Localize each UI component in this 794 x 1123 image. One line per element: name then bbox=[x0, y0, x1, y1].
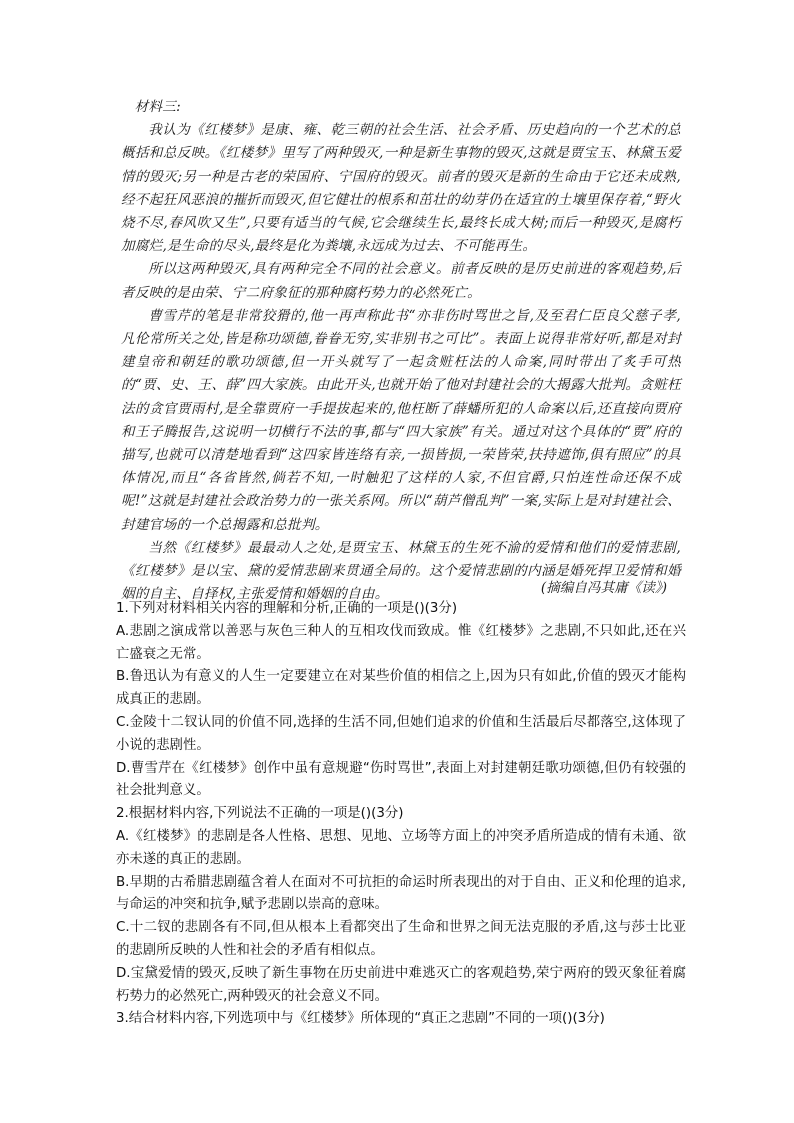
question-stem: 3.结合材料内容,下列选项中与《红楼梦》所体现的“真正之悲剧”不同的一项()(3分) bbox=[116, 1011, 605, 1027]
question-option: C.金陵十二钗认同的价值不同,选择的生活不同,但她们追求的价值和生活最后尽都落空,这体现了小说的悲剧性。 bbox=[116, 714, 686, 753]
material-three bbox=[121, 96, 681, 606]
question-option: A.《红楼梦》的悲剧是各人性格、思想、见地、立场等方面上的冲突矛盾所造成的情有未通、欲亦未遂的真正的悲剧。 bbox=[116, 828, 686, 867]
question-stem: 2.根据材料内容,下列说法不正确的一项是()(3分) bbox=[116, 806, 404, 822]
question-option: C.十二钗的悲剧各有不同,但从根本上看都突出了生命和世界之间无法克服的矛盾,这与莎士比亚的悲剧所反映的人性和社会的矛盾有相似点。 bbox=[116, 920, 686, 958]
question-option: D.宝黛爱情的毁灭,反映了新生事物在历史前进中难逃灭亡的客观趋势,荣宁两府的毁灭象征着腐朽势力的必然死亡,两种毁灭的社会意义不同。 bbox=[116, 965, 686, 1004]
question-section bbox=[116, 598, 686, 1031]
question-option: A.悲剧之演成常以善恶与灰色三种人的互相攻伐而致成。惟《红楼梦》之悲剧,不只如此,还在兴亡盛衰之无常。 bbox=[116, 623, 686, 662]
question-option: B.早期的古希腊悲剧蕴含着人在面对不可抗拒的命运时所表现出的对于自由、正义和伦理的追求,与命运的冲突和抗争,赋予悲剧以崇高的意味。 bbox=[116, 874, 686, 913]
source-citation: (摘编自冯其庸《读》) bbox=[540, 580, 667, 596]
material-paragraph: 曹雪芹的笔是非常狡猾的,他一再声称此书“亦非伤时骂世之旨,及至君仁臣良父慈子孝,凡伦常所关之处,皆是称功颂德,眷眷无穷,实非别书之可比”。表面上说得非常好听,都是对封建皇帝和朝廷的歌功颂德,但一开头就写了一起贪赃枉法的人命案,同时带出了炙手可热的“贾、史、王、薛”四大家族。由此开头,也就开始了他对封建社会的大揭露大批判。贪赃枉法的贪官贾雨村,是全靠贾府一手提拔起来的,他枉断了薛蟠所犯的人命案以后,还直接向贾府和王子腾报告,这说明一切横行不法的事,都与“四大家族”有关。通过对这个具体的“贾”府的描写,也就可以清楚地看到“这四家皆连络有亲,一损皆损,一荣皆荣,扶持遮饰,俱有照应”的具体情况,而且“各省皆然,倘若不知,一时触犯了这样的人家,不但官爵,只怕连性命还保不成呢!”这就是封建社会政治势力的一张关系网。所以“葫芦僧乱判”一案,实际上是对封建社会、封建官场的一个总揭露和总批判。 bbox=[121, 307, 681, 533]
material-paragraph: 我认为《红楼梦》是康、雍、乾三朝的社会生活、社会矛盾、历史趋向的一个艺术的总概括和总反映。《红楼梦》里写了两种毁灭,一种是新生事物的毁灭,这就是贾宝玉、林黛玉爱情的毁灭;另一种是古老的荣国府、宁国府的毁灭。前者的毁灭是新的生命由于它还未成熟,经不起狂风恶浪的摧折而毁灭,但它健壮的根系和茁壮的幼芽仍在适宜的土壤里保存着,“野火烧不尽,春风吹又生”,只要有适当的气候,它会继续生长,最终长成大树;而后一种毁灭,是腐朽加腐烂,是生命的尽头,最终是化为粪壤,永远成为过去、不可能再生。 bbox=[121, 122, 681, 255]
material-heading: 材料三: bbox=[134, 99, 181, 115]
question-stem: 1.下列对材料相关内容的理解和分析,正确的一项是()(3分) bbox=[116, 601, 458, 616]
question-option: D.曹雪芹在《红楼梦》创作中虽有意规避“伤时骂世”,表面上对封建朝廷歌功颂德,但仍有较强的社会批判意义。 bbox=[116, 760, 686, 799]
question-option: B.鲁迅认为有意义的人生一定要建立在对某些价值的相信之上,因为只有如此,价值的毁灭才能构成真正的悲剧。 bbox=[116, 669, 686, 708]
material-paragraph: 当然《红楼梦》最最动人之处,是贾宝玉、林黛玉的生死不渝的爱情和他们的爱情悲剧,《红楼梦》是以宝、黛的爱情悲剧来贯通全局的。这个爱情悲剧的内涵是婚死捍卫爱情和婚姻的自主、自择权,主张爱情和婚姻的自由。 bbox=[121, 539, 681, 603]
material-paragraph: 所以这两种毁灭,具有两种完全不同的社会意义。前者反映的是历史前进的客观趋势,后者反映的是由荣、宁二府象征的那种腐朽势力的必然死亡。 bbox=[121, 261, 681, 301]
